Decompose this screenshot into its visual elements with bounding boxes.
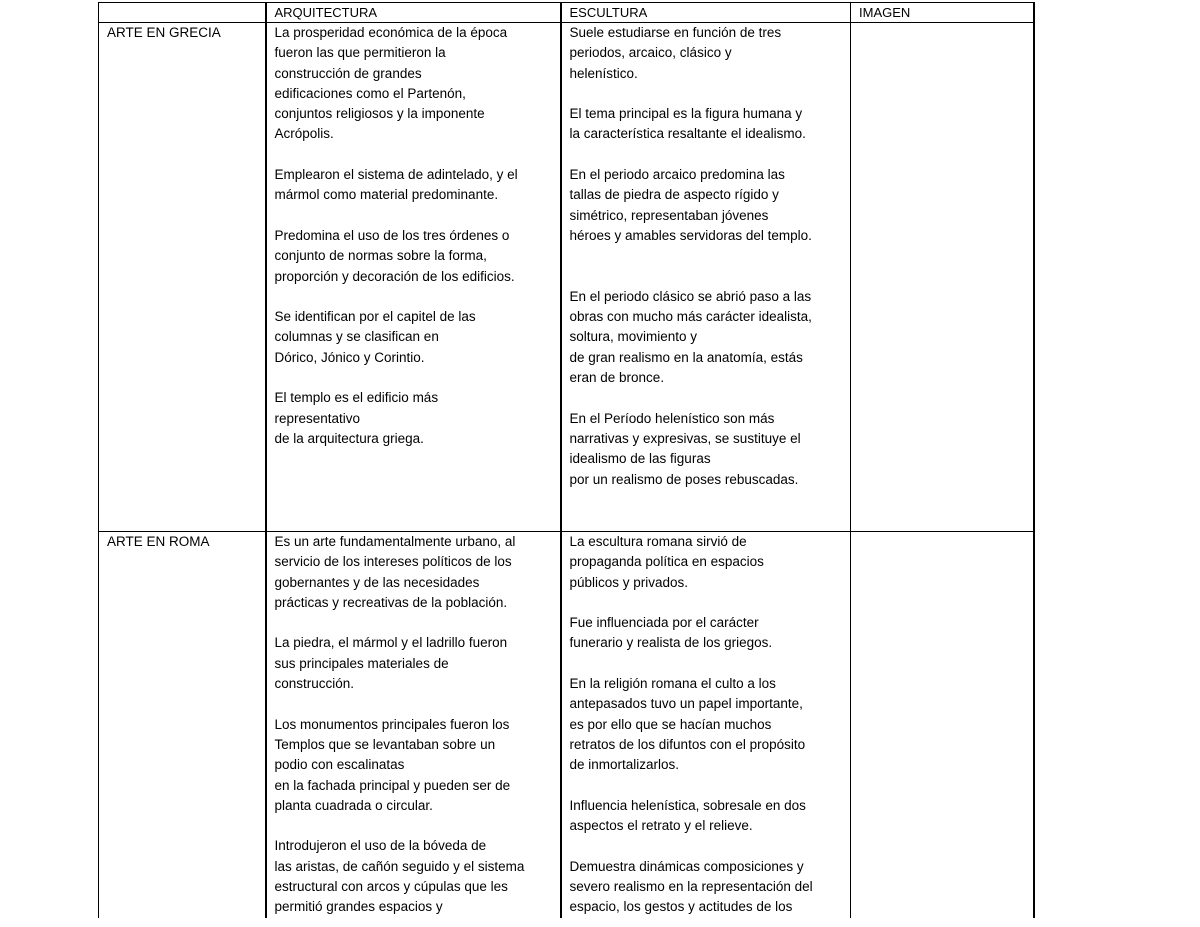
row-label-roma: ARTE EN ROMA: [99, 532, 266, 918]
paragraph: En el periodo clásico se abrió paso a las obras con mucho más carácter idealista, soltura, movimiento y de gran realismo en la anatomía, estás eran de bronce.: [569, 288, 812, 386]
paragraph: Demuestra dinámicas composiciones y severo realismo en la representación del espacio, los gestos y actitudes de los: [569, 858, 813, 915]
paragraph: Suele estudiarse en función de tres periodos, arcaico, clásico y helenístico.: [569, 25, 782, 81]
paragraph: La prosperidad económica de la época fueron las que permitieron la construcción de grandes edificaciones como el Partenón, conjuntos religiosos y la imponente Acrópolis.: [274, 25, 508, 142]
paragraph: Introdujeron el uso de la bóveda de las aristas, de cañón seguido y el sistema estructural con arcos y cúpulas que les permitió grandes espacios y: [274, 838, 525, 915]
header-imagen: IMAGEN: [851, 3, 1034, 23]
paragraph: La piedra, el mármol y el ladrillo fueron sus principales materiales de construcción.: [274, 635, 508, 692]
paragraph: El tema principal es la figura humana y la característica resaltante el idealismo.: [569, 106, 806, 142]
paragraph: En el periodo arcaico predomina las tallas de piedra de aspecto rígido y simétrico, representaban jóvenes héroes y amables servidoras del templo.: [569, 167, 812, 243]
paragraph: Se identifican por el capitel de las columnas y se clasifican en Dórico, Jónico y Corintio.: [274, 309, 476, 365]
paragraph: Emplearon el sistema de adintelado, y el mármol como material predominante.: [274, 167, 518, 203]
paragraph: En el Período helenístico son más narrativas y expresivas, se sustituye el idealismo de las figuras por un realismo de poses rebuscadas.: [569, 410, 801, 487]
header-arquitectura: ARQUITECTURA: [266, 3, 561, 23]
cell-grecia-arquitectura: [266, 23, 561, 532]
table-row: [99, 23, 1034, 532]
paragraph: La escultura romana sirvió de propaganda política en espacios públicos y privados.: [569, 534, 764, 590]
header-escultura: ESCULTURA: [561, 3, 851, 23]
paragraph: Los monumentos principales fueron los Templos que se levantaban sobre un podio con escalinatas en la fachada principal y pueden ser de planta cuadrada o circular.: [274, 716, 511, 813]
header-cell-empty: [99, 3, 266, 23]
art-comparison-table: [98, 2, 1035, 918]
table-row: [99, 532, 1034, 918]
cell-grecia-escultura: [561, 23, 851, 532]
paragraph: El templo es el edificio más representativo de la arquitectura griega.: [274, 390, 439, 446]
row-label-grecia: ARTE EN GRECIA: [99, 23, 266, 532]
paragraph: Influencia helenística, sobresale en dos aspectos el retrato y el relieve.: [569, 797, 806, 834]
paragraph: Predomina el uso de los tres órdenes o conjunto de normas sobre la forma, proporción y decoración de los edificios.: [274, 227, 515, 284]
header-row: [99, 3, 1034, 23]
cell-roma-escultura: [561, 532, 851, 918]
cell-roma-imagen: [851, 532, 1034, 918]
paragraph: Es un arte fundamentalmente urbano, al servicio de los intereses políticos de los gobernantes y de las necesidades prácticas y recreativas de la población.: [274, 534, 516, 610]
cell-grecia-imagen: [851, 23, 1034, 532]
paragraph: Fue influenciada por el carácter funerario y realista de los griegos.: [569, 615, 773, 651]
paragraph: En la religión romana el culto a los antepasados tuvo un papel importante, es por ello que se hacían muchos retratos de los difuntos con el propósito de inmortalizarlos.: [569, 676, 806, 773]
cell-roma-arquitectura: [266, 532, 561, 918]
